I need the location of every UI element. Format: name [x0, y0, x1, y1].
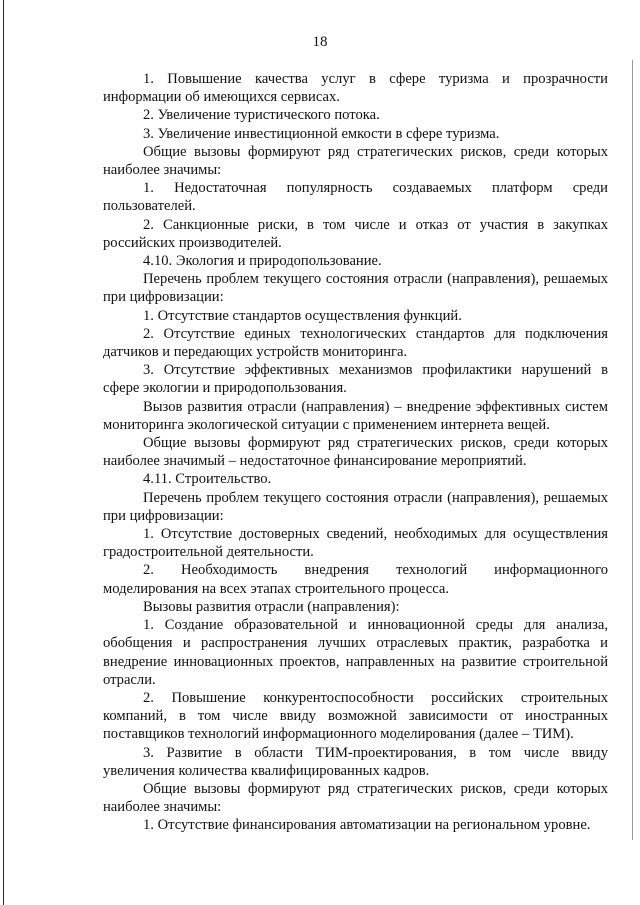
paragraph-10: 2. Отсутствие единых технологических стандартов для подключения датчиков и передающих устройств мониторинга.	[103, 325, 608, 361]
paragraph-2: 2. Увеличение туристического потока.	[143, 107, 380, 124]
paragraph-4: Общие вызовы формируют ряд стратегических рисков, среди которых наиболее значимы:	[103, 143, 608, 179]
paragraph-11: 3. Отсутствие эффективных механизмов профилактики нарушений в сфере экологии и природопользования.	[103, 362, 608, 397]
paragraph-16: 1. Отсутствие достоверных сведений, необходимых для осуществления градостроительной деятельности.	[103, 526, 608, 561]
paragraph-15: Перечень проблем текущего состояния отрасли (направления), решаемых при цифровизации:	[103, 489, 608, 524]
paragraph-13: Общие вызовы формируют ряд стратегических рисков, среди которых наиболее значимый – недостаточное финансирование мероприятий.	[103, 435, 608, 470]
paragraph-20: 2. Повышение конкурентоспособности российских строительных компаний, в том числе ввиду возможной зависимости от иностранных поставщиков технологий информационного моделирования (далее – ТИМ).	[103, 689, 608, 743]
page-number: 18	[312, 34, 328, 50]
paragraph-18: Вызовы развития отрасли (направления):	[143, 598, 400, 615]
section-heading-ecology: 4.10. Экология и природопользование.	[143, 253, 382, 270]
paragraph-6: 2. Санкционные риски, в том числе и отказ от участия в закупках российских производителей.	[103, 216, 608, 251]
paragraph-9: 1. Отсутствие стандартов осуществления функций.	[143, 307, 462, 324]
document-body	[103, 70, 608, 835]
paragraph-21: 3. Развитие в области ТИМ-проектирования, в том числе ввиду увеличения количества квалифицированных кадров.	[103, 744, 608, 779]
paragraph-8: Перечень проблем текущего состояния отрасли (направления), решаемых при цифровизации:	[103, 271, 608, 306]
paragraph-5: 1. Недостаточная популярность создаваемых платформ среди пользователей.	[103, 180, 608, 215]
scan-left-edge	[3, 0, 4, 905]
paragraph-23: 1. Отсутствие финансирования автоматизации на региональном уровне.	[143, 817, 591, 834]
section-heading-construction: 4.11. Строительство.	[143, 471, 272, 488]
paragraph-22: Общие вызовы формируют ряд стратегических рисков, среди которых наиболее значимы:	[103, 780, 608, 816]
paragraph-3: 3. Увеличение инвестиционной емкости в сфере туризма.	[143, 125, 500, 142]
paragraph-17: 2. Необходимость внедрения технологий информационного моделирования на всех этапах строительного процесса.	[103, 562, 608, 597]
paragraph-12: Вызов развития отрасли (направления) – внедрение эффективных систем мониторинга экологической ситуации с применением интернета вещей.	[103, 398, 608, 433]
paragraph-19: 1. Создание образовательной и инновационной среды для анализа, обобщения и распространения лучших отраслевых практик, разработка и внедрение инновационных проектов, направленных на развитие строительной отрасли.	[103, 617, 608, 688]
paragraph-1: 1. Повышение качества услуг в сфере туризма и прозрачности информации об имеющихся сервисах.	[103, 71, 608, 106]
scan-right-edge	[632, 60, 633, 840]
